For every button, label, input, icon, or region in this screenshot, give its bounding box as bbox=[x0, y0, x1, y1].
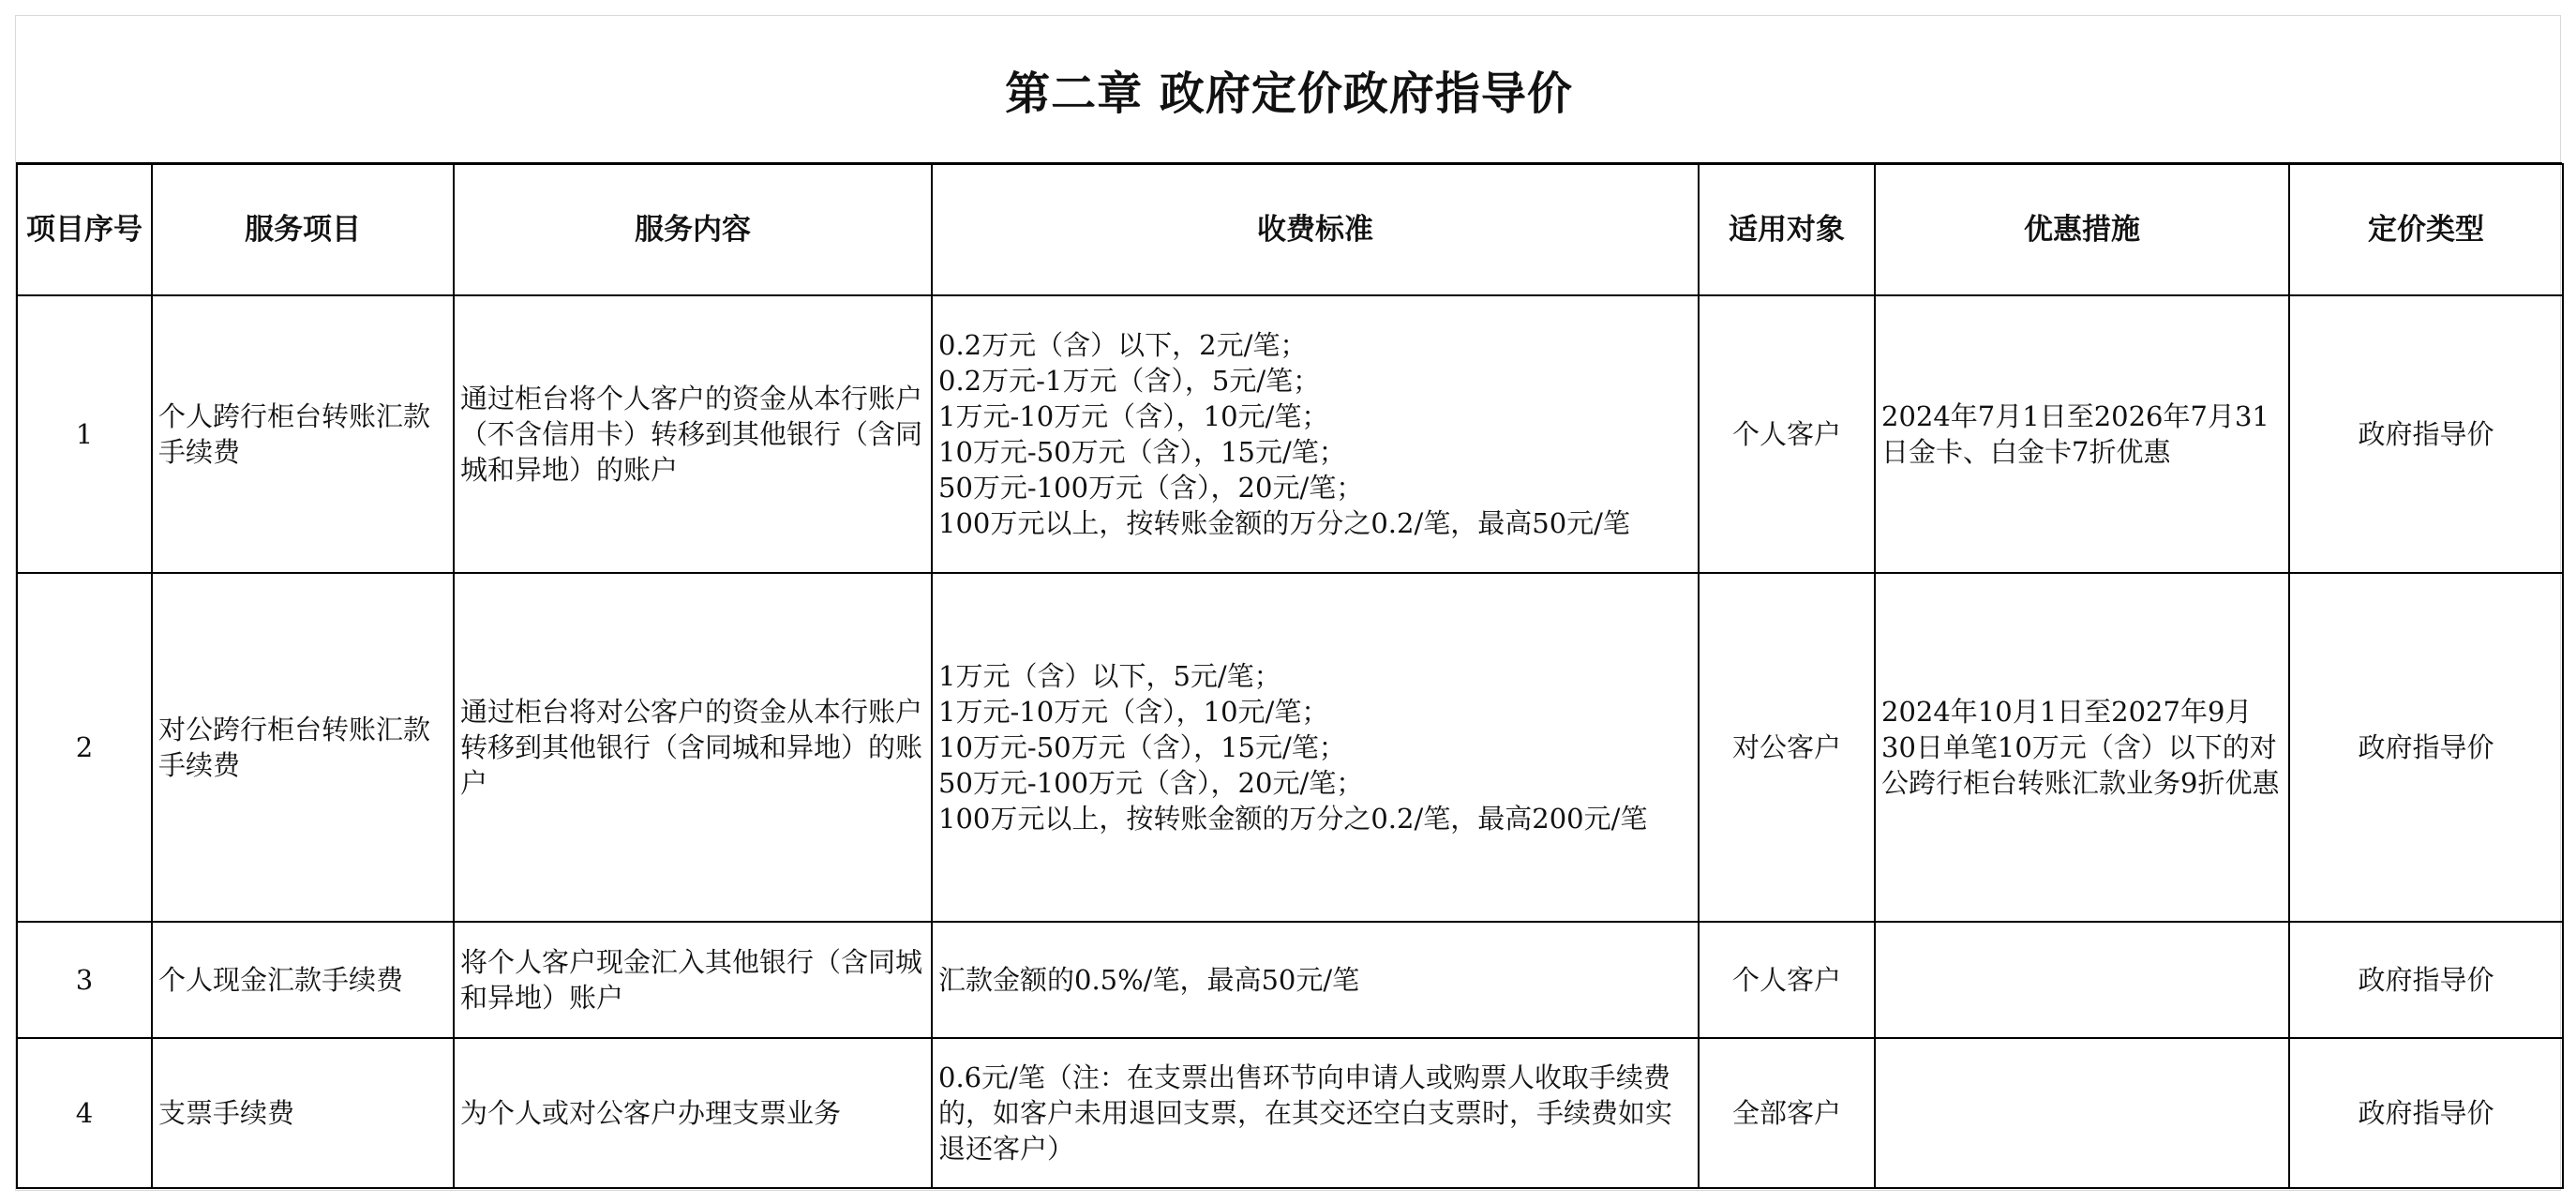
cell-target: 全部客户 bbox=[1699, 1038, 1875, 1188]
cell-item: 对公跨行柜台转账汇款手续费 bbox=[152, 573, 454, 922]
table-row bbox=[17, 1038, 2563, 1188]
cell-item: 个人现金汇款手续费 bbox=[152, 922, 454, 1038]
cell-fee: 0.6元/笔（注：在支票出售环节向申请人或购票人收取手续费的，如客户未用退回支票，在其交还空白支票时，手续费如实退还客户） bbox=[932, 1038, 1699, 1188]
page-title: 第二章 政府定价政府指导价 bbox=[16, 16, 2562, 164]
cell-discount bbox=[1875, 922, 2289, 1038]
header-item: 服务项目 bbox=[152, 164, 454, 295]
header-discount: 优惠措施 bbox=[1875, 164, 2289, 295]
cell-content: 将个人客户现金汇入其他银行（含同城和异地）账户 bbox=[454, 922, 932, 1038]
table-row bbox=[17, 922, 2563, 1038]
cell-target: 个人客户 bbox=[1699, 295, 1875, 573]
cell-fee: 0.2万元（含）以下，2元/笔； 0.2万元-1万元（含），5元/笔； 1万元-10万元（含），10元/笔； 10万元-50万元（含），15元/笔； 50万元-100万元（含），20元/笔； 100万元以上，按转账金额的万分之0.2/笔，最高50元/笔 bbox=[932, 295, 1699, 573]
header-seq: 项目序号 bbox=[17, 164, 152, 295]
cell-discount: 2024年10月1日至2027年9月30日单笔10万元（含）以下的对公跨行柜台转账汇款业务9折优惠 bbox=[1875, 573, 2289, 922]
cell-seq: 1 bbox=[17, 295, 152, 573]
cell-content: 通过柜台将个人客户的资金从本行账户（不含信用卡）转移到其他银行（含同城和异地）的账户 bbox=[454, 295, 932, 573]
cell-type: 政府指导价 bbox=[2289, 922, 2563, 1038]
spreadsheet-page bbox=[15, 15, 2561, 1191]
cell-seq: 3 bbox=[17, 922, 152, 1038]
cell-seq: 2 bbox=[17, 573, 152, 922]
header-content: 服务内容 bbox=[454, 164, 932, 295]
cell-target: 个人客户 bbox=[1699, 922, 1875, 1038]
fee-table bbox=[16, 163, 2564, 1189]
cell-type: 政府指导价 bbox=[2289, 1038, 2563, 1188]
cell-item: 支票手续费 bbox=[152, 1038, 454, 1188]
header-fee: 收费标准 bbox=[932, 164, 1699, 295]
cell-type: 政府指导价 bbox=[2289, 295, 2563, 573]
header-target: 适用对象 bbox=[1699, 164, 1875, 295]
cell-fee: 1万元（含）以下，5元/笔； 1万元-10万元（含），10元/笔； 10万元-50万元（含），15元/笔； 50万元-100万元（含），20元/笔； 100万元以上，按转账金额的万分之0.2/笔，最高200元/笔 bbox=[932, 573, 1699, 922]
cell-item: 个人跨行柜台转账汇款手续费 bbox=[152, 295, 454, 573]
table-header-row bbox=[17, 164, 2563, 295]
cell-content: 为个人或对公客户办理支票业务 bbox=[454, 1038, 932, 1188]
cell-target: 对公客户 bbox=[1699, 573, 1875, 922]
cell-content: 通过柜台将对公客户的资金从本行账户转移到其他银行（含同城和异地）的账户 bbox=[454, 573, 932, 922]
cell-discount bbox=[1875, 1038, 2289, 1188]
table-row bbox=[17, 573, 2563, 922]
cell-type: 政府指导价 bbox=[2289, 573, 2563, 922]
table-row bbox=[17, 295, 2563, 573]
cell-seq: 4 bbox=[17, 1038, 152, 1188]
header-type: 定价类型 bbox=[2289, 164, 2563, 295]
cell-discount: 2024年7月1日至2026年7月31日金卡、白金卡7折优惠 bbox=[1875, 295, 2289, 573]
cell-fee: 汇款金额的0.5%/笔，最高50元/笔 bbox=[932, 922, 1699, 1038]
